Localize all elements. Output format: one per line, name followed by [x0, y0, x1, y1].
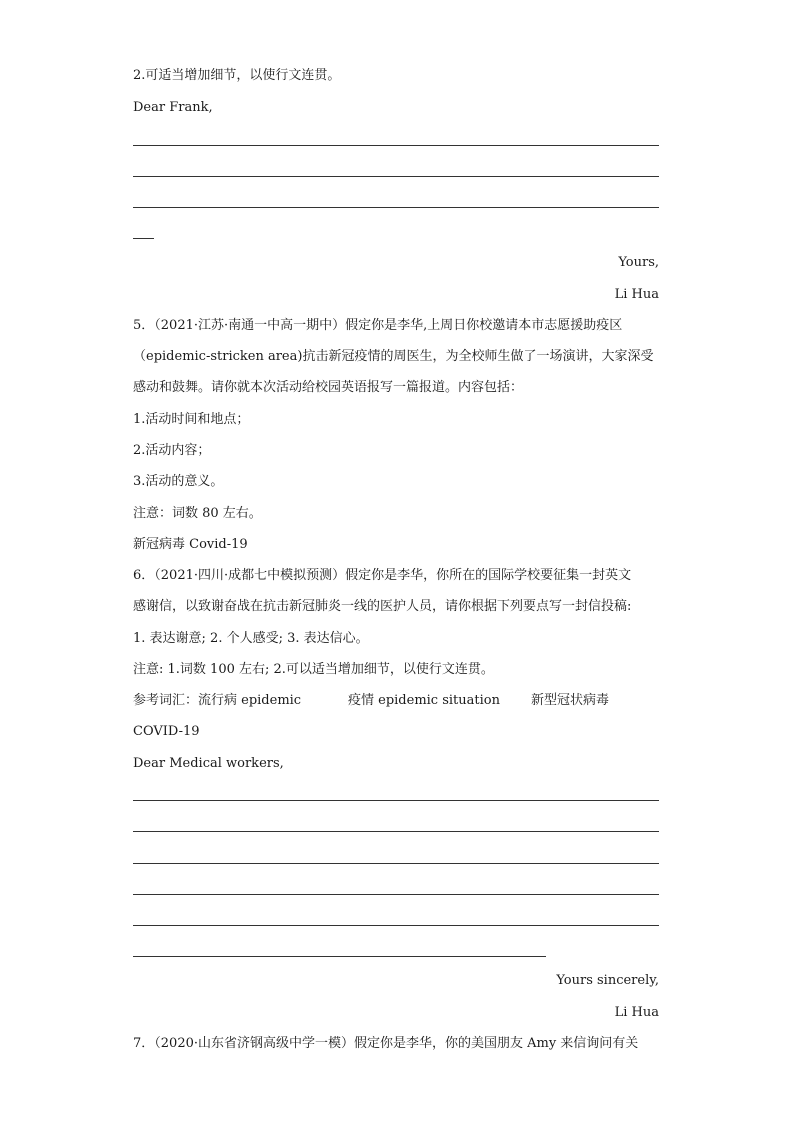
- question-6-note: 注意: 1.词数 100 左右; 2.可以适当增加细节，以使行文连贯。: [133, 662, 494, 677]
- question-5-item-2: 2.活动内容；: [133, 443, 211, 458]
- question-6-line-2: 感谢信，以致谢奋战在抗击新冠肺炎一线的医护人员，请你根据下列要点写一封信投稿:: [133, 599, 632, 614]
- writing-line: [133, 894, 659, 895]
- question-6-points: 1. 表达谢意; 2. 个人感受; 3. 表达信心。: [133, 631, 369, 646]
- question-6-line-1: 6．（2021·四川·成都七中模拟预测）假定你是李华，你所在的国际学校要征集一封英文: [133, 568, 632, 583]
- question-5-note: 注意：词数 80 左右。: [133, 506, 262, 521]
- writing-line-short: [133, 238, 154, 239]
- writing-line: [133, 925, 659, 926]
- question-5-line-1: 5．（2021·江苏·南通一中高一期中）假定你是李华,上周日你校邀请本市志愿援助疫区: [133, 318, 623, 333]
- question-5-line-3: 感动和鼓舞。请你就本次活动给校园英语报写一篇报道。内容包括：: [133, 380, 524, 395]
- vocab-novel-coronavirus: 新型冠状病毒: [531, 693, 610, 708]
- writing-line: [133, 831, 659, 832]
- letter-salutation: Dear Frank,: [133, 100, 213, 115]
- question-5-item-1: 1.活动时间和地点；: [133, 412, 250, 427]
- writing-line: [133, 863, 659, 864]
- question-6-vocab-covid: COVID-19: [133, 724, 200, 739]
- letter-signature-2: Li Hua: [614, 1005, 659, 1020]
- question-7-line-1: 7．（2020·山东省济钢高级中学一模）假定你是李华，你的美国朋友 Amy 来信询问有关: [133, 1036, 639, 1051]
- question-5-item-3: 3.活动的意义。: [133, 474, 224, 489]
- vocab-epidemic: 参考词汇：流行病 epidemic: [133, 693, 302, 708]
- question-5-line-2: （epidemic-stricken area)抗击新冠疫情的周医生，为全校师生做了一场演讲，大家深受: [133, 349, 654, 364]
- writing-line: [133, 800, 659, 801]
- vocab-epidemic-situation: 疫情 epidemic situation: [348, 693, 500, 708]
- writing-line: [133, 176, 659, 177]
- writing-line-partial: [133, 956, 546, 957]
- letter-closing: Yours,: [618, 255, 659, 270]
- writing-line: [133, 207, 659, 208]
- question-6-vocab: [133, 692, 659, 710]
- writing-line: [133, 145, 659, 146]
- letter-signature: Li Hua: [614, 287, 659, 302]
- requirement-2: 2.可适当增加细节，以使行文连贯。: [133, 68, 341, 83]
- question-5-vocab: 新冠病毒 Covid-19: [133, 537, 248, 552]
- letter-closing-sincerely: Yours sincerely,: [556, 973, 659, 988]
- letter-salutation-medical: Dear Medical workers,: [133, 756, 284, 771]
